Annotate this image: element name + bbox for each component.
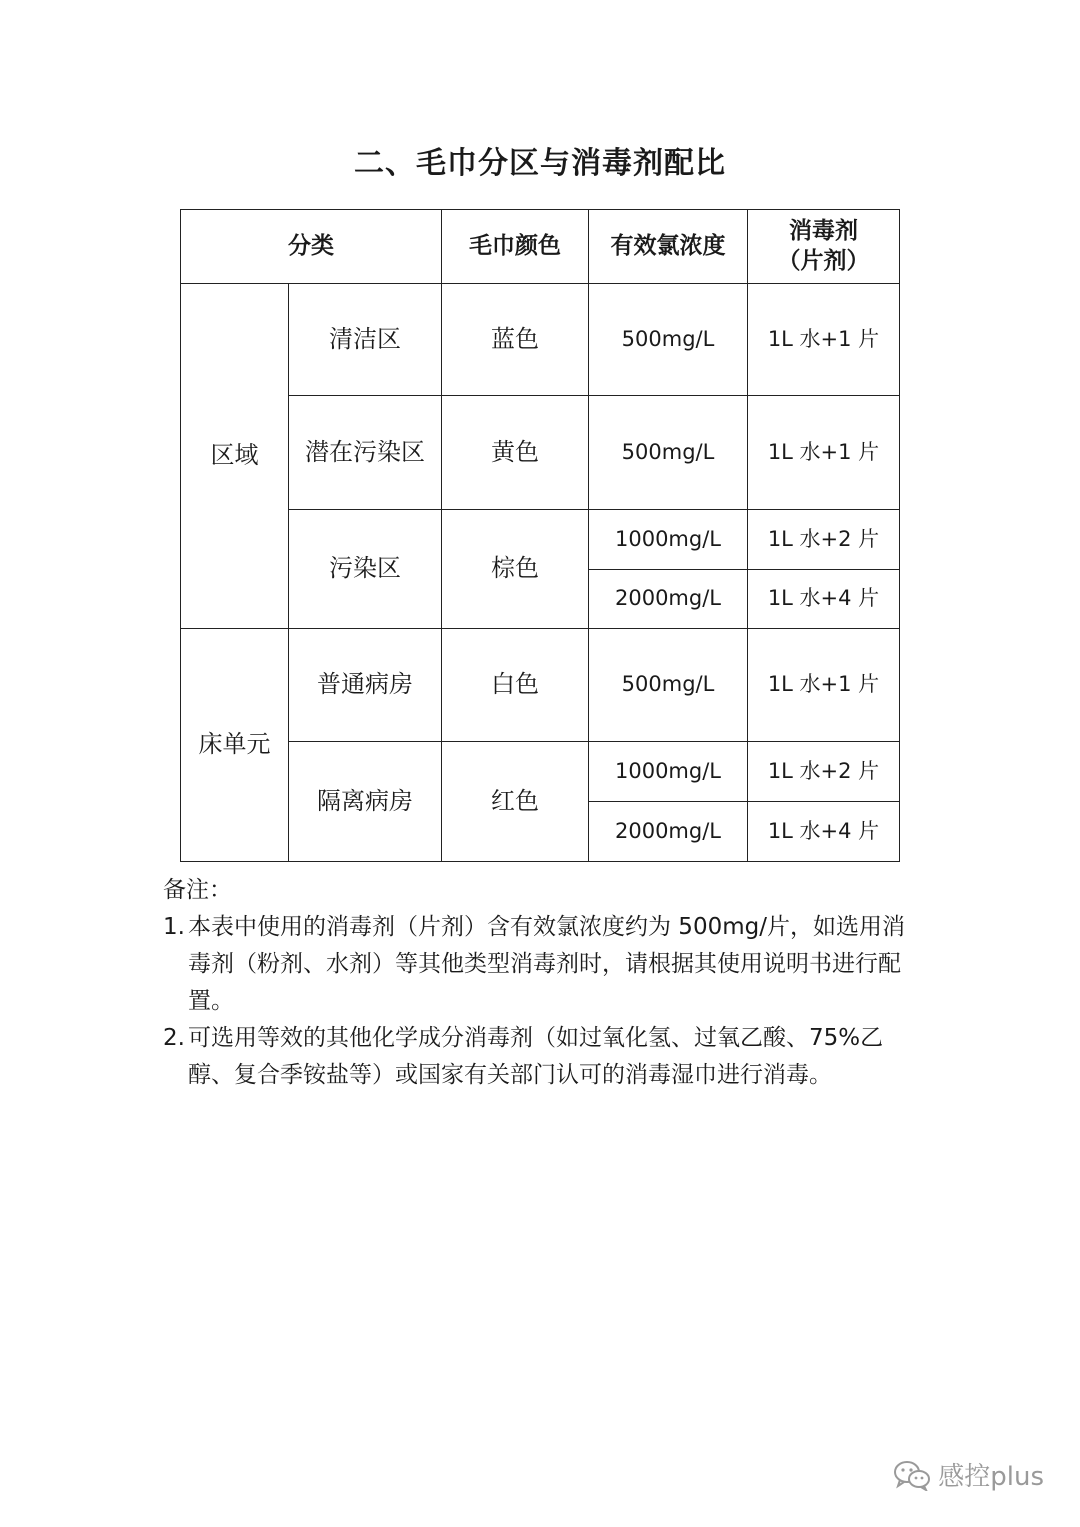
disinfection-table (180, 209, 900, 862)
group-name: 床单元 (181, 629, 289, 862)
concentration-cell: 2000mg/L (589, 802, 748, 862)
ratio-cell: 1L 水+2 片 (748, 742, 900, 802)
concentration-cell: 500mg/L (589, 396, 748, 510)
ratio-cell: 1L 水+1 片 (748, 629, 900, 742)
notes-section (163, 872, 923, 1094)
area-cell: 污染区 (289, 510, 442, 629)
group-name: 区域 (181, 284, 289, 629)
color-cell: 白色 (442, 629, 589, 742)
table-row (181, 742, 900, 802)
note-item (163, 909, 923, 1020)
area-cell: 潜在污染区 (289, 396, 442, 510)
header-category: 分类 (181, 210, 442, 284)
table-row (181, 510, 900, 570)
table-row (181, 396, 900, 510)
color-cell: 棕色 (442, 510, 589, 629)
note-text: 本表中使用的消毒剂（片剂）含有效氯浓度约为 500mg/片，如选用消毒剂（粉剂、水剂）等其他类型消毒剂时，请根据其使用说明书进行配置。 (188, 914, 905, 1014)
color-cell: 红色 (442, 742, 589, 862)
watermark (892, 1456, 1044, 1493)
color-cell: 蓝色 (442, 284, 589, 396)
header-disinfectant-line2: （片剂） (777, 247, 870, 274)
note-number: 2. (163, 1025, 185, 1051)
wechat-icon (892, 1459, 932, 1491)
ratio-cell: 1L 水+2 片 (748, 510, 900, 570)
concentration-cell: 500mg/L (589, 629, 748, 742)
color-cell: 黄色 (442, 396, 589, 510)
ratio-cell: 1L 水+4 片 (748, 570, 900, 629)
concentration-cell: 500mg/L (589, 284, 748, 396)
header-disinfectant-line1: 消毒剂 (789, 217, 858, 244)
concentration-cell: 2000mg/L (589, 570, 748, 629)
ratio-cell: 1L 水+1 片 (748, 396, 900, 510)
table-row (181, 284, 900, 396)
note-text: 可选用等效的其他化学成分消毒剂（如过氧化氢、过氧乙酸、75%乙醇、复合季铵盐等）或国家有关部门认可的消毒湿巾进行消毒。 (188, 1025, 884, 1088)
header-disinfectant (748, 210, 900, 284)
table-row (181, 629, 900, 742)
watermark-text: 感控plus (938, 1462, 1044, 1492)
ratio-cell: 1L 水+1 片 (748, 284, 900, 396)
note-number: 1. (163, 914, 185, 940)
header-towel-color: 毛巾颜色 (442, 210, 589, 284)
table-header-row (181, 210, 900, 284)
header-concentration: 有效氯浓度 (589, 210, 748, 284)
concentration-cell: 1000mg/L (589, 742, 748, 802)
concentration-cell: 1000mg/L (589, 510, 748, 570)
area-cell: 隔离病房 (289, 742, 442, 862)
area-cell: 清洁区 (289, 284, 442, 396)
notes-heading: 备注： (163, 877, 232, 903)
ratio-cell: 1L 水+4 片 (748, 802, 900, 862)
note-item (163, 1020, 923, 1094)
page-title: 二、毛巾分区与消毒剂配比 (354, 146, 726, 181)
area-cell: 普通病房 (289, 629, 442, 742)
